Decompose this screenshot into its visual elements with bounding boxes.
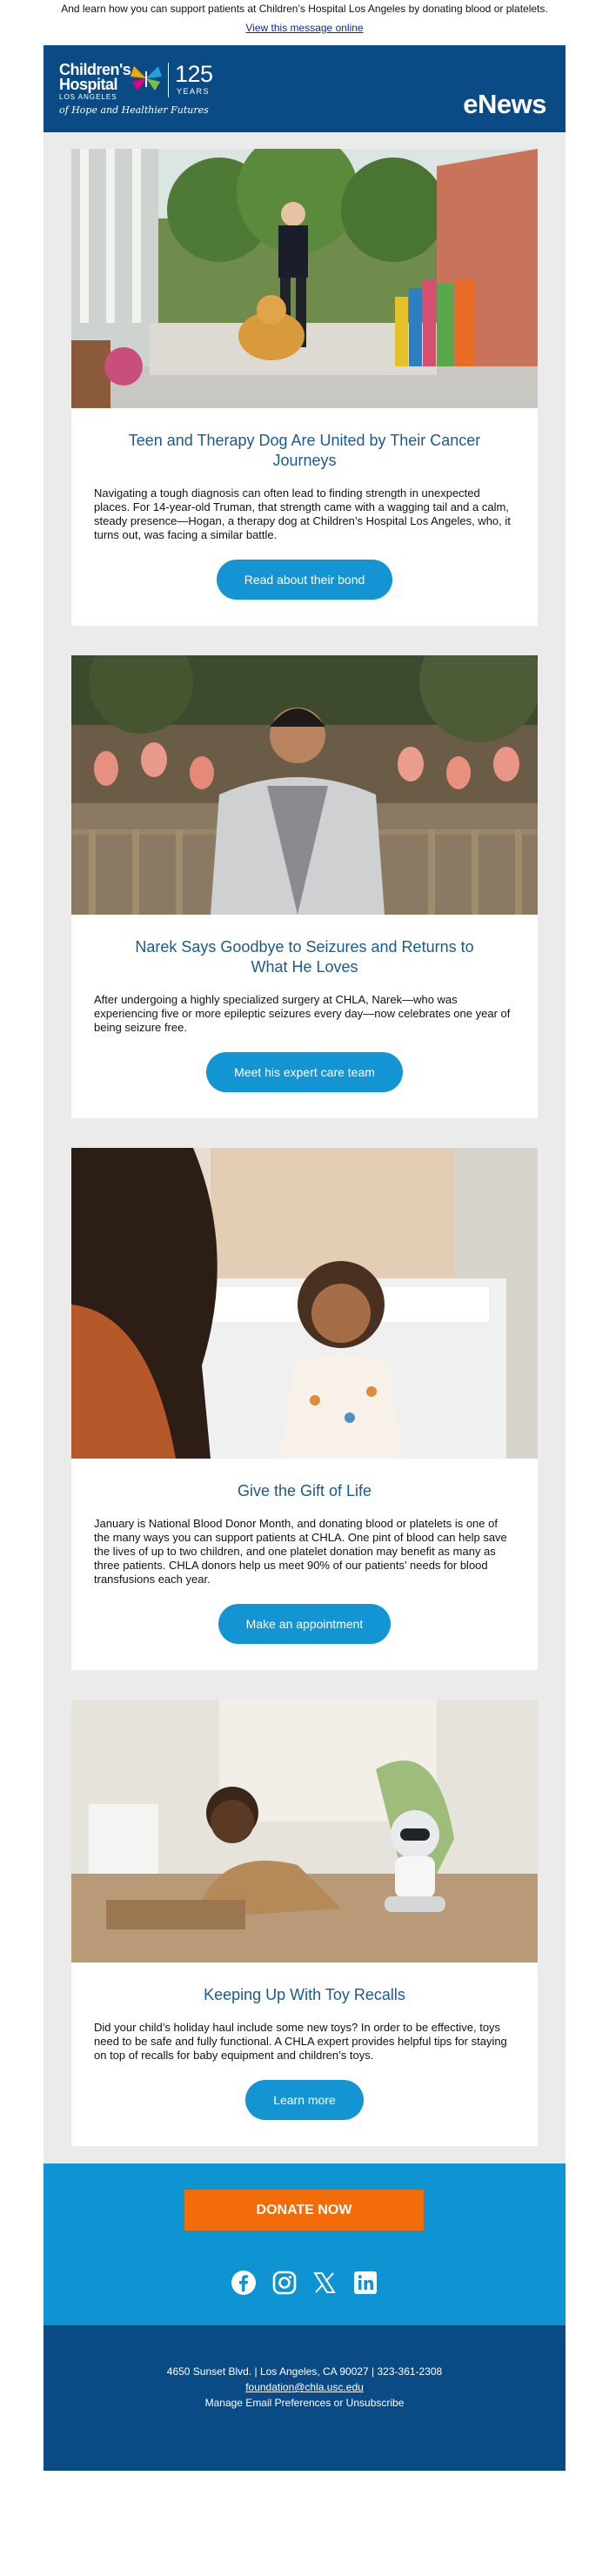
instagram-icon[interactable]	[271, 2270, 298, 2296]
boy-with-toy-robot-photo[interactable]	[71, 1700, 538, 1962]
linkedin-icon[interactable]	[352, 2270, 378, 2296]
story-title[interactable]: Keeping Up With Toy Recalls	[204, 1986, 405, 2003]
view-online-row	[0, 19, 609, 45]
read-about-their-bond-button[interactable]: Read about their bond	[217, 560, 393, 600]
years-label: YEARS	[177, 87, 211, 96]
story-text: January is National Blood Donor Month, and donating blood or platelets is one of the many ways you can support patients at CHLA. One pint of blood can help save the lives of up to two children, and one platelet donation may benefit as many as three patients. CHLA donors help us meet 90% of our patients’ needs for blood transfusions each year.	[94, 1517, 507, 1586]
story-title[interactable]: Give the Gift of Life	[237, 1482, 372, 1499]
story-card	[71, 149, 538, 626]
manage-preferences-link[interactable]: Manage Email Preferences or Unsubscribe	[204, 2397, 405, 2409]
footer-email-link[interactable]: foundation@chla.usc.edu	[245, 2381, 364, 2393]
footer-address: 4650 Sunset Blvd. | Los Angeles, CA 90027 | 323-361-2308	[166, 2365, 443, 2378]
enews-title: eNews	[463, 89, 546, 119]
teen-with-dog-image	[71, 149, 538, 408]
child-in-hospital-bed-photo[interactable]	[71, 1148, 538, 1459]
logo-name-line2: Hospital	[59, 76, 118, 93]
social-links	[44, 2270, 566, 2296]
preheader-text: And learn how you can support patients at Children’s Hospital Los Angeles by donating blood or platelets.	[61, 3, 548, 15]
story-card	[71, 1700, 538, 2146]
boy-with-flamingos-photo[interactable]	[71, 655, 538, 915]
story-card-body	[71, 1459, 538, 1670]
logo-divider	[168, 63, 169, 97]
butterfly-icon	[129, 64, 164, 92]
chla-logo[interactable]	[59, 61, 233, 122]
donate-now-button[interactable]: DONATE NOW	[184, 2190, 424, 2231]
logo-tagline: of Hope and Healthier Futures	[59, 104, 209, 116]
story-title[interactable]: Teen and Therapy Dog Are United by Their Cancer Journeys	[128, 432, 481, 469]
child-in-hospital-bed-image	[71, 1148, 538, 1459]
story-text: Navigating a tough diagnosis can often lead to finding strength in unexpected places. For 14-year-old Truman, that strength came with a wagging tail and a calm, steady presence—Hogan, a therapy dog at Children’s Hospital Los Angeles, who, it turns out, was facing a similar battle.	[94, 486, 511, 541]
boy-with-toy-robot-image	[71, 1700, 538, 1962]
button-row	[94, 1052, 515, 1092]
teen-with-dog-photo[interactable]	[71, 149, 538, 408]
make-appointment-button[interactable]: Make an appointment	[218, 1604, 392, 1644]
story-text: After undergoing a highly specialized surgery at CHLA, Narek—who was experiencing five or more epileptic seizures every day—now celebrates one year of being seizure free.	[94, 993, 511, 1034]
boy-with-flamingos-image	[71, 655, 538, 915]
facebook-icon[interactable]	[231, 2270, 257, 2296]
x-icon[interactable]	[311, 2270, 338, 2296]
view-online-link[interactable]: View this message online	[245, 22, 364, 34]
email-container	[44, 45, 566, 2471]
story-text: Did your child’s holiday haul include some new toys? In order to be effective, toys need to be safe and fully functional. A CHLA expert provides helpful tips for staying on top of recalls for baby equipment and children’s toys.	[94, 2021, 507, 2062]
meet-care-team-button[interactable]: Meet his expert care team	[206, 1052, 403, 1092]
story-card-body	[71, 1962, 538, 2146]
button-row	[94, 560, 515, 600]
email-header	[44, 45, 566, 132]
logo-name-line3: LOS ANGELES	[59, 93, 117, 101]
years-number: 125	[175, 61, 213, 87]
story-title[interactable]: Narek Says Goodbye to Seizures and Returns to What He Loves	[135, 938, 474, 976]
learn-more-button[interactable]: Learn more	[245, 2080, 364, 2120]
story-card-body	[71, 915, 538, 1118]
logo-name-line1: Children's	[59, 61, 131, 78]
email-footer	[44, 2325, 566, 2471]
story-card-body	[71, 408, 538, 626]
button-row	[94, 1604, 515, 1644]
story-card	[71, 655, 538, 1118]
button-row	[94, 2080, 515, 2120]
donate-section	[44, 2163, 566, 2325]
story-card	[71, 1148, 538, 1670]
content-area	[44, 132, 566, 2163]
